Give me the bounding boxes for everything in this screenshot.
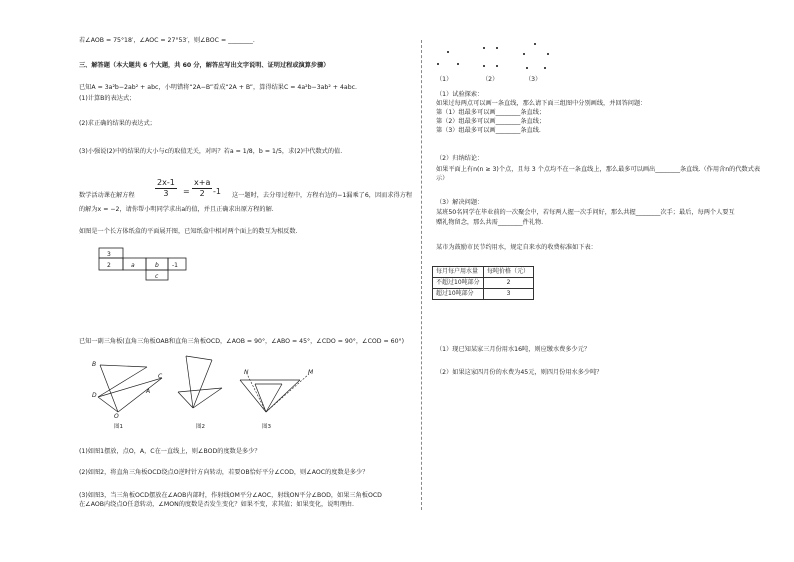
part3-text-a: 某班50名同学在毕业前的一次聚会中，若每两人握一次手问好，那么共握________次手；最后，每两个人要互 xyxy=(436,209,735,216)
triangle-figure-3 xyxy=(240,380,300,412)
eq-equals: = xyxy=(183,187,190,196)
part2-text-a: 如果平面上有n(n ≥ 3)个点，且每 3 个点均不在一条直线上，那么最多可以画出________条直线.（作用含n的代数式表 xyxy=(436,166,761,173)
table-header-usage: 每月每户用水量 xyxy=(433,267,484,278)
q4-part2: (2)如图2，将直角三角板OCD绕点O逆时针方向转动，若要OB恰好平分∠COD，则∠AOC的度数是多少？ xyxy=(79,469,369,476)
q1-part3: (3)小强说(2)中的结果的大小与c的取值无关，对吗？若a = 1/8，b = 1/5，求(2)中代数式的值. xyxy=(79,148,343,155)
fig1-label-c: C xyxy=(158,373,163,380)
fig3-label-m: M xyxy=(308,369,314,376)
q1-intro: 已知A = 3a²b−2ab² + abc，小明错将“2A−B”看成“2A + B”，算得结果C = 4a²b−3ab² + 4abc. xyxy=(79,84,357,91)
fig1-label-a: A xyxy=(146,388,151,395)
part1-intro: 如果过每两点可以画一条直线，那么请下面三组图中分别画线，并回答问题： xyxy=(436,100,647,107)
net-label-c: c xyxy=(155,273,159,280)
fig2-caption: 图2 xyxy=(196,424,205,430)
fig1-label-b: B xyxy=(92,361,97,368)
part1-group3: 第（3）组最多可以画________条直线. xyxy=(436,127,541,134)
q2-text-b: 这一题时，去分母过程中，方程右边的−1漏乘了6，因而求得方程 xyxy=(232,192,413,199)
table-cell-usage: 超过10吨部分 xyxy=(433,289,484,300)
table-cell-price: 2 xyxy=(484,278,534,289)
water-intro: 某市为鼓励市民节约用水，规定自来水的收费标准如下表： xyxy=(436,244,597,251)
q1-part1: (1)计算B的表达式； xyxy=(79,95,136,102)
part1-group2: 第（2）组最多可以画________条直线； xyxy=(436,118,546,125)
q2-text-a: 数学活动课在解方程 xyxy=(79,192,135,199)
table-row xyxy=(433,278,534,289)
q4-part3-a: (3)如图3，当三角板OCD摆放在∠AOB内部时，作射线OM平分∠AOC，射线ON平分∠BOD，如果三角板OCD xyxy=(79,492,382,499)
table-cell-usage: 不超过10吨部分 xyxy=(433,278,484,289)
q4-intro: 已知一副三角板(直角三角板OAB和直角三角板OCD，∠AOB = 90°，∠ABO = 45°，∠CDO = 90°，∠COD = 60°) xyxy=(79,338,405,345)
part2-title: （2）归纳结论： xyxy=(436,155,484,162)
eq-right-denominator: 2 xyxy=(199,189,205,198)
table-header-price: 每吨价格（元） xyxy=(484,267,534,278)
net-cell-2 xyxy=(99,258,123,270)
net-label-3: 3 xyxy=(107,251,111,258)
eq-right-numerator: x+a xyxy=(194,178,211,187)
part1-group1: 第（1）组最多可以画________条直线； xyxy=(436,109,546,116)
net-cell-3 xyxy=(99,248,123,258)
part3-title: （3）解决问题： xyxy=(436,199,484,206)
question-angle-boc: 若∠AOB = 75°18′，∠AOC = 27°53′，则∠BOC = ________. xyxy=(79,37,255,44)
triangle-figure-2 xyxy=(178,356,222,408)
fig3-label-n: N xyxy=(244,369,249,376)
water-question-1: （1）现已知某家三月份用水16吨，则应缴水费多少元？ xyxy=(436,346,591,353)
fig1-label-d: D xyxy=(92,392,97,399)
dot-group-label-1: （1） xyxy=(436,76,453,83)
section-heading-answers: 三、解答题（本大题共 6 个大题，共 60 分，解答应写出文字说明、证明过程或演算步骤） xyxy=(79,62,330,69)
net-label-minus1: -1 xyxy=(172,262,178,269)
part2-text-b: 示） xyxy=(436,175,449,182)
net-label-b: b xyxy=(155,262,159,269)
q4-part1: (1)如图1摆放，点O，A，C在一直线上，则∠BOD的度数是多少？ xyxy=(79,448,261,455)
dot-group-label-2: （2） xyxy=(482,76,499,83)
part3-text-b: 赠礼物留念，那么共需________件礼物. xyxy=(436,219,544,226)
part1-title: （1）试验探索： xyxy=(436,91,484,98)
q2-text-c: 的解为x = −2，请你帮小明同学求出a的值，并且正确求出原方程的解. xyxy=(79,206,274,213)
fig1-label-o: O xyxy=(114,413,119,420)
triangle-figure-1 xyxy=(98,365,162,412)
table-cell-price: 3 xyxy=(484,289,534,300)
fig3-caption: 图3 xyxy=(262,424,271,430)
table-header-row xyxy=(433,267,534,278)
water-question-2: （2）如果这家四月份的水费为45元，则四月份用水多少吨？ xyxy=(436,369,603,376)
net-label-2: 2 xyxy=(107,262,111,269)
q3-intro: 如图是一个长方体纸盒的平面展开图，已知纸盒中相对两个面上的数互为相反数. xyxy=(79,228,298,235)
eq-left-numerator: 2x-1 xyxy=(157,178,175,187)
table-row xyxy=(433,289,534,300)
eq-left-denominator: 3 xyxy=(163,189,169,198)
q4-part3-b: 在∠AOB内绕点O任意转动，∠MON的度数是否发生变化？如果不变，求其值；如果变化，说明理由. xyxy=(79,501,354,508)
fig1-caption: 图1 xyxy=(114,424,123,430)
water-price-table xyxy=(432,266,534,300)
eq-minus-one: -1 xyxy=(213,187,221,196)
q1-part2: (2)求正确的结果的表达式； xyxy=(79,120,156,127)
net-label-a: a xyxy=(131,262,135,269)
column-divider xyxy=(421,40,422,510)
dot-group-label-3: （3） xyxy=(525,76,542,83)
dot-groups xyxy=(437,43,549,69)
